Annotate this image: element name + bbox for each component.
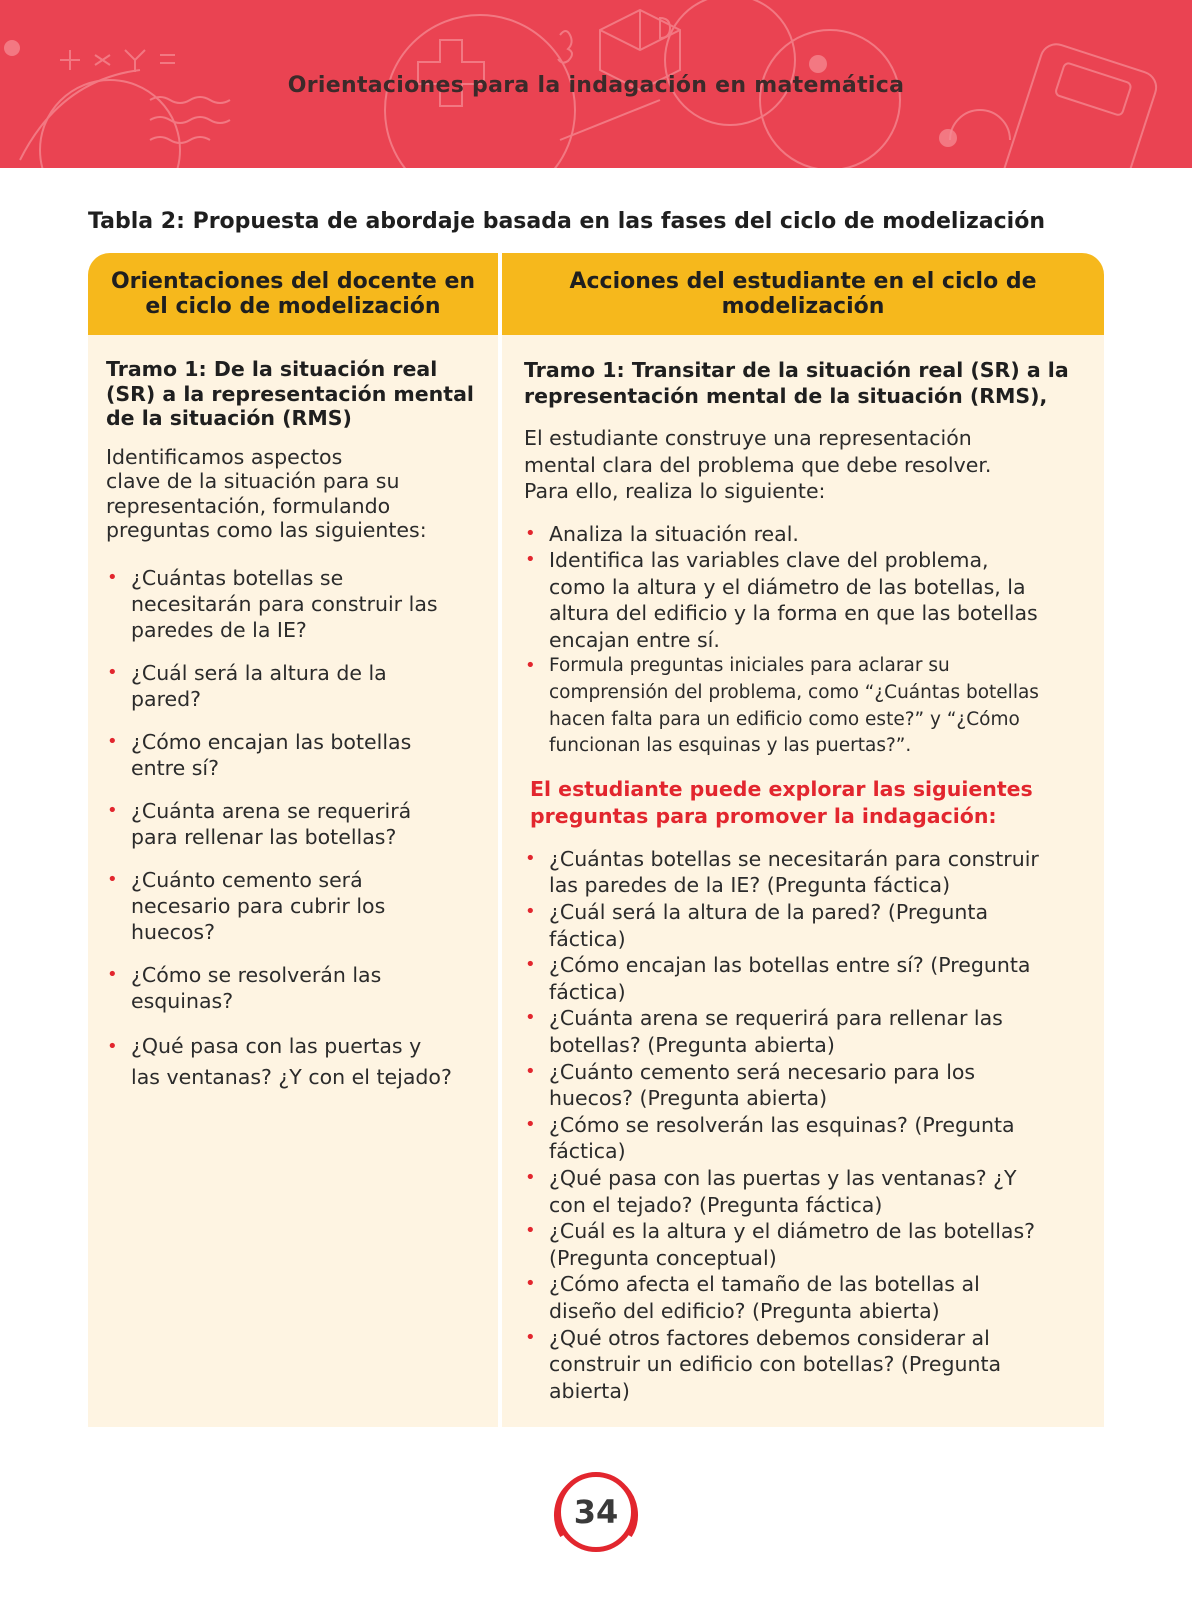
table-caption: Tabla 2: Propuesta de abordaje basada en las fases del ciclo de modelización xyxy=(88,209,1045,234)
list-item xyxy=(106,660,480,712)
list-item xyxy=(106,565,480,643)
text-line: ¿Qué otros factores debemos considerar al xyxy=(549,1325,990,1350)
text-line: ¿Cuántas botellas se necesitarán para construir xyxy=(549,846,1039,871)
bullet-icon: • xyxy=(107,799,118,821)
list-item xyxy=(106,962,480,1014)
text-line: ¿Cómo encajan las botellas entre sí? (Pregunta xyxy=(549,953,1031,978)
list-item xyxy=(524,846,1080,899)
header-line: el ciclo de modelización xyxy=(145,294,441,319)
text-line: representación mental de la situación (RMS), xyxy=(524,384,1048,408)
text-line: Para ello, realiza lo siguiente: xyxy=(524,479,826,503)
text-line: las paredes de la IE? (Pregunta fáctica) xyxy=(549,873,951,898)
text-line: entre sí? xyxy=(131,755,220,780)
list-item xyxy=(524,1059,1080,1112)
column-header-docente xyxy=(88,253,498,335)
list-item xyxy=(524,547,1080,653)
text-line: representación, formulando xyxy=(106,493,391,518)
header-title: Orientaciones para la indagación en matemática xyxy=(287,73,905,98)
text-line: comprensión del problema, como “¿Cuántas botellas xyxy=(549,682,1039,704)
bullet-icon: • xyxy=(525,549,536,571)
text-line: diseño del edificio? (Pregunta abierta) xyxy=(549,1298,940,1323)
intro-paragraph xyxy=(106,445,480,543)
text-line: fáctica) xyxy=(549,1139,626,1164)
list-item xyxy=(524,1112,1080,1165)
action-list xyxy=(524,521,1080,760)
bullet-icon: • xyxy=(525,954,536,976)
list-item xyxy=(524,521,1080,548)
page-header xyxy=(0,0,1192,168)
text-line: con el tejado? (Pregunta fáctica) xyxy=(549,1192,883,1217)
text-line: esquinas? xyxy=(131,988,234,1013)
text-line: fáctica) xyxy=(549,979,626,1004)
bullet-icon: • xyxy=(525,1007,536,1029)
intro-paragraph xyxy=(524,425,1080,505)
bullet-icon: • xyxy=(525,1326,536,1348)
text-line: ¿Qué pasa con las puertas y las ventanas? ¿Y xyxy=(549,1165,1017,1190)
list-item xyxy=(524,1005,1080,1058)
text-line: funcionan las esquinas y las puertas?”. xyxy=(549,735,912,757)
list-item xyxy=(106,867,480,945)
header-line: Acciones del estudiante en el ciclo de xyxy=(569,269,1037,294)
bullet-icon: • xyxy=(107,730,118,752)
text-line: huecos? xyxy=(131,919,215,944)
list-item xyxy=(524,1325,1080,1405)
text-line: (SR) a la representación mental xyxy=(106,381,474,406)
text-line: mental clara del problema que debe resolver. xyxy=(524,452,992,477)
text-line: como la altura y el diámetro de las botellas, la xyxy=(549,574,1026,599)
modelization-table xyxy=(88,253,1104,1427)
text-line: altura del edificio y la forma en que las botellas xyxy=(549,601,1038,626)
bullet-icon: • xyxy=(525,901,536,923)
text-line: botellas? (Pregunta abierta) xyxy=(549,1033,835,1057)
text-line: ¿Cómo se resolverán las esquinas? (Pregunta xyxy=(549,1112,1015,1137)
text-line: ¿Cuál será la altura de la xyxy=(131,660,387,685)
tramo-heading xyxy=(524,357,1080,409)
text-line: Tramo 1: Transitar de la situación real (SR) a la xyxy=(524,358,1069,382)
explore-heading xyxy=(524,776,1080,830)
text-line: Identifica las variables clave del problema, xyxy=(549,548,989,573)
list-item xyxy=(524,899,1080,952)
text-line: ¿Cuál es la altura y el diámetro de las botellas? xyxy=(549,1219,1036,1244)
text-line: construir un edificio con botellas? (Pregunta xyxy=(549,1352,1002,1377)
list-item xyxy=(524,1218,1080,1271)
bullet-icon: • xyxy=(107,868,118,890)
text-line: ¿Cuál será la altura de la pared? (Pregunta xyxy=(549,900,989,925)
estudiante-column xyxy=(502,335,1104,1427)
bullet-icon: • xyxy=(525,1113,536,1135)
list-item xyxy=(524,653,1080,759)
text-line: ¿Cómo afecta el tamaño de las botellas al xyxy=(549,1272,980,1297)
bullet-icon: • xyxy=(525,1166,536,1188)
docente-column xyxy=(88,335,498,1427)
text-line: Analiza la situación real. xyxy=(549,521,799,546)
column-header-estudiante xyxy=(502,253,1104,335)
bullet-icon: • xyxy=(107,566,118,588)
text-line: preguntas como las siguientes: xyxy=(106,518,427,542)
list-item xyxy=(524,1271,1080,1324)
inquiry-question-list xyxy=(524,846,1080,1404)
text-line: clave de la situación para su xyxy=(106,469,400,493)
text-line: (Pregunta conceptual) xyxy=(549,1245,777,1270)
bullet-icon: • xyxy=(525,1060,536,1082)
bullet-icon: • xyxy=(107,1035,118,1057)
text-line: hacen falta para un edificio como este?” y “¿Cómo xyxy=(549,708,1020,730)
list-item xyxy=(106,798,480,850)
bullet-icon: • xyxy=(107,661,118,683)
bullet-icon: • xyxy=(525,1220,536,1242)
bullet-icon: • xyxy=(525,655,536,677)
text-line: ¿Qué pasa con las puertas y xyxy=(131,1033,422,1058)
header-line: Orientaciones del docente en xyxy=(110,269,476,294)
bullet-icon: • xyxy=(525,1273,536,1295)
tramo-heading xyxy=(106,357,480,431)
text-line: ¿Cómo encajan las botellas xyxy=(131,729,412,754)
text-line: de la situación (RMS) xyxy=(106,406,352,430)
question-list xyxy=(106,565,480,1093)
text-line: Tramo 1: De la situación real xyxy=(106,357,438,381)
text-line: Formula preguntas iniciales para aclarar su xyxy=(549,655,950,677)
text-line: abierta) xyxy=(549,1378,630,1403)
bullet-icon: • xyxy=(525,847,536,869)
list-item xyxy=(106,1031,480,1093)
text-line: preguntas para promover la indagación: xyxy=(530,803,997,828)
text-line: Identificamos aspectos xyxy=(106,444,343,469)
text-line: ¿Cuánto cemento será necesario para los xyxy=(549,1059,976,1084)
text-line: las ventanas? ¿Y con el tejado? xyxy=(131,1064,452,1089)
list-item xyxy=(524,952,1080,1005)
text-line: necesario para cubrir los xyxy=(131,893,386,918)
text-line: ¿Cuánto cemento será xyxy=(131,867,363,892)
text-line: huecos? (Pregunta abierta) xyxy=(549,1086,828,1111)
text-line: El estudiante puede explorar las siguientes xyxy=(530,776,1033,801)
text-line: El estudiante construye una representación xyxy=(524,426,972,450)
text-line: fáctica) xyxy=(549,926,626,951)
bullet-icon: • xyxy=(525,522,536,544)
header-line: modelización xyxy=(721,294,885,319)
text-line: encajan entre sí. xyxy=(549,627,720,652)
page-number: 34 xyxy=(556,1472,636,1552)
bullet-icon: • xyxy=(107,963,118,985)
text-line: ¿Cómo se resolverán las xyxy=(131,962,382,987)
text-line: ¿Cuántas botellas se xyxy=(131,565,344,590)
text-line: para rellenar las botellas? xyxy=(131,824,397,849)
text-line: necesitarán para construir las xyxy=(131,591,438,616)
list-item xyxy=(106,729,480,781)
list-item xyxy=(524,1165,1080,1218)
text-line: ¿Cuánta arena se requerirá para rellenar las xyxy=(549,1006,1003,1031)
text-line: paredes de la IE? xyxy=(131,617,307,642)
text-line: pared? xyxy=(131,686,202,711)
text-line: ¿Cuánta arena se requerirá xyxy=(131,798,412,823)
